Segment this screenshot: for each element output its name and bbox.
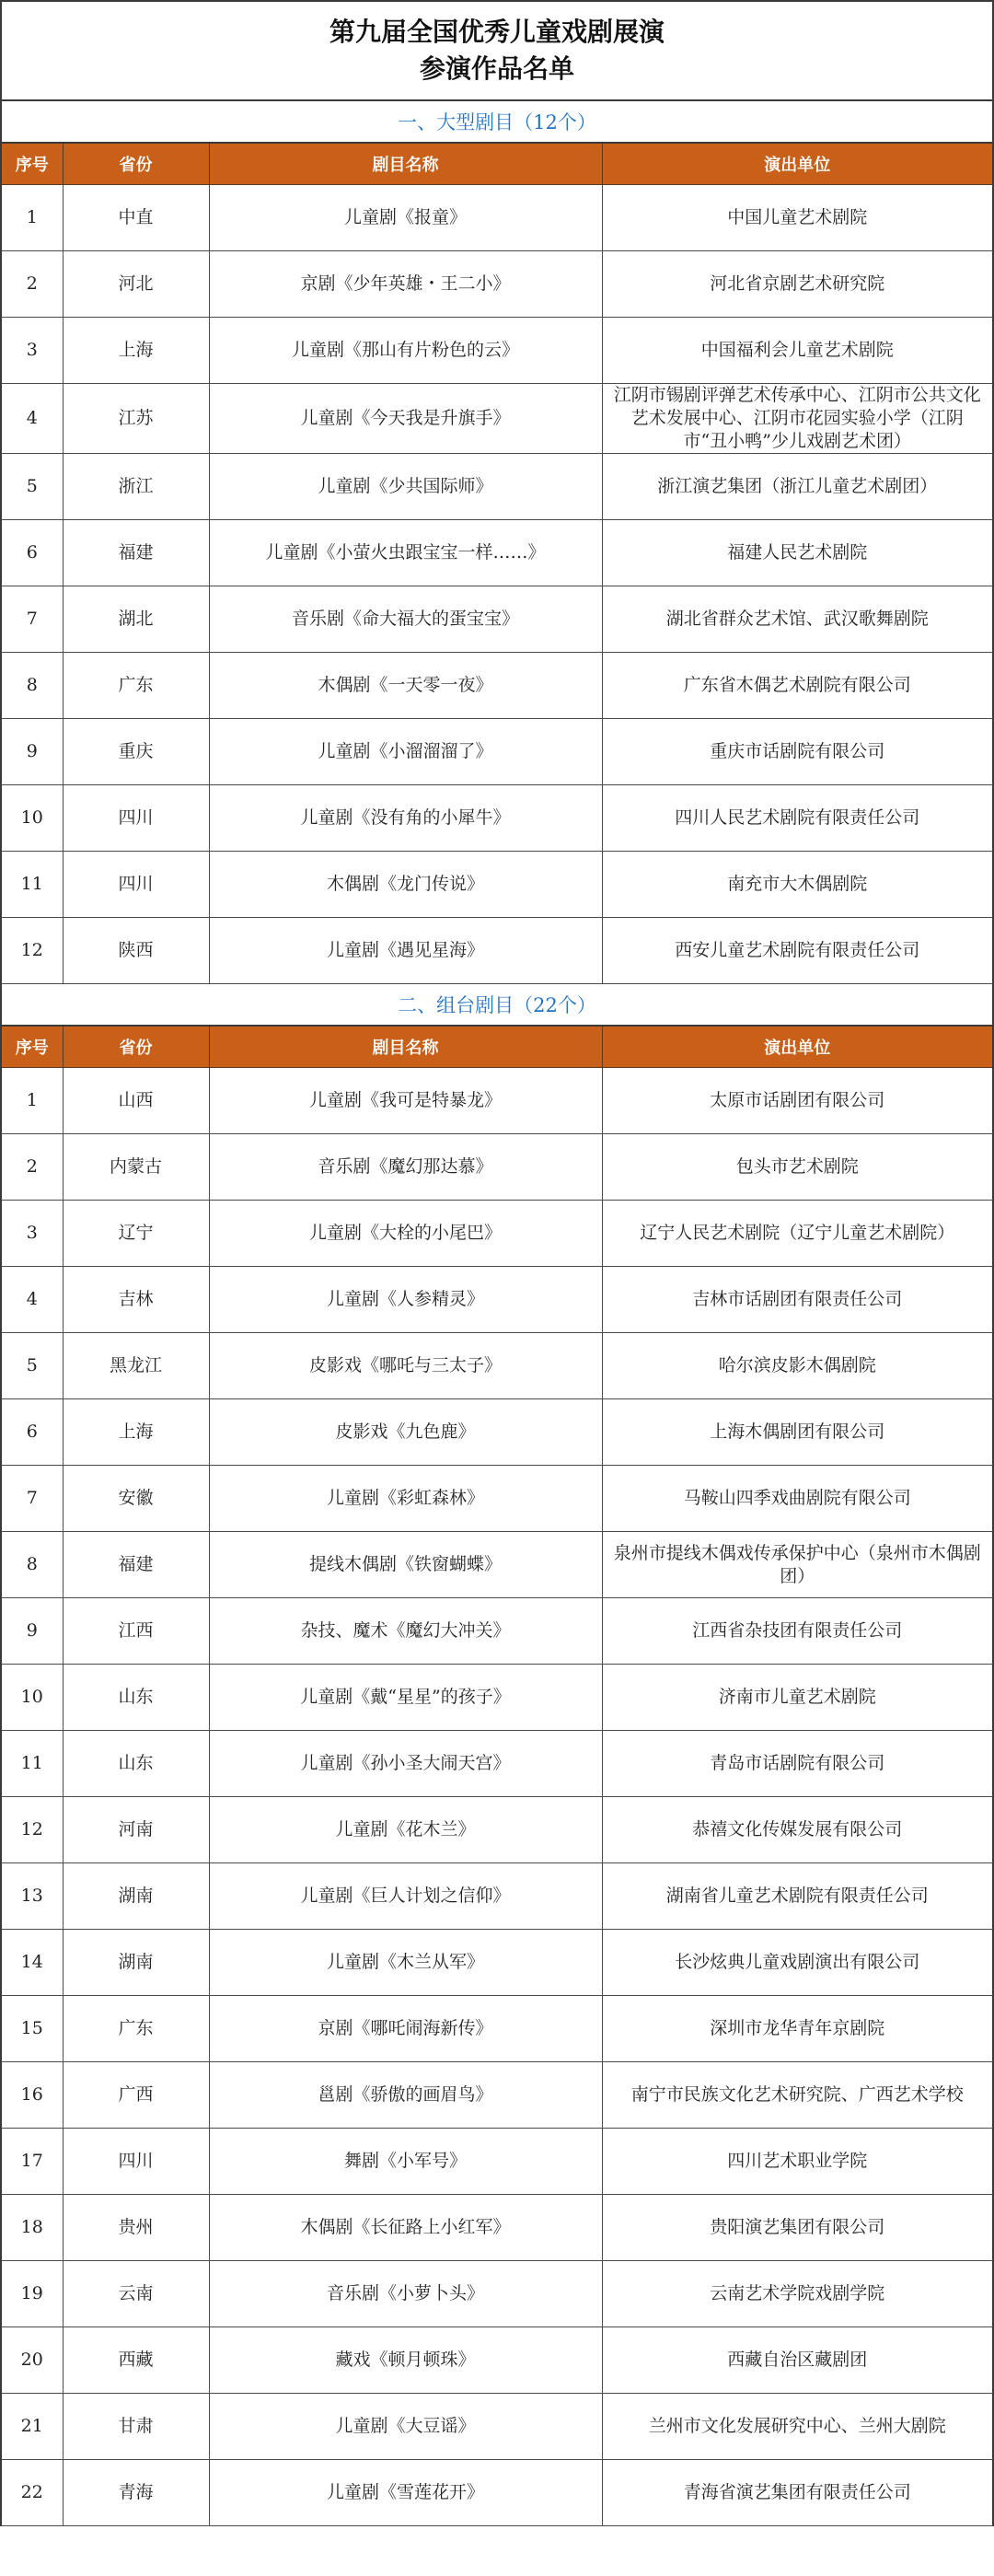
- cell-work: 音乐剧《小萝卜头》: [209, 2261, 602, 2327]
- table-row: [2, 1134, 992, 1201]
- cell-unit: 云南艺术学院戏剧学院: [602, 2261, 992, 2327]
- cell-province: 贵州: [63, 2195, 209, 2261]
- cell-no: 6: [2, 520, 63, 586]
- cell-no: 21: [2, 2394, 63, 2460]
- cell-no: 16: [2, 2062, 63, 2129]
- cell-unit: 泉州市提线木偶戏传承保护中心（泉州市木偶剧团）: [602, 1532, 992, 1598]
- cell-no: 8: [2, 1532, 63, 1598]
- cell-no: 7: [2, 1466, 63, 1532]
- cell-work: 儿童剧《我可是特暴龙》: [209, 1068, 602, 1134]
- header-unit: 演出单位: [602, 1027, 992, 1068]
- cell-work: 儿童剧《花木兰》: [209, 1797, 602, 1863]
- cell-work: 儿童剧《报童》: [209, 185, 602, 251]
- cell-work: 儿童剧《小萤火虫跟宝宝一样……》: [209, 520, 602, 586]
- header-work: 剧目名称: [209, 144, 602, 185]
- table-row: [2, 2129, 992, 2195]
- cell-no: 12: [2, 918, 63, 984]
- cell-province: 广西: [63, 2062, 209, 2129]
- cell-province: 黑龙江: [63, 1333, 209, 1399]
- table-row: [2, 318, 992, 384]
- cell-unit: 南充市大木偶剧院: [602, 852, 992, 918]
- cell-no: 20: [2, 2327, 63, 2394]
- cell-province: 甘肃: [63, 2394, 209, 2460]
- cell-no: 5: [2, 454, 63, 520]
- cell-province: 山东: [63, 1731, 209, 1797]
- table-row: [2, 2195, 992, 2261]
- cell-no: 12: [2, 1797, 63, 1863]
- table-row: [2, 785, 992, 852]
- combined-works-table: [2, 1027, 992, 2526]
- table-row: [2, 1665, 992, 1731]
- cell-work: 京剧《少年英雄・王二小》: [209, 251, 602, 318]
- cell-unit: 江阴市锡剧评弹艺术传承中心、江阴市公共文化艺术发展中心、江阴市花园实验小学（江阴市“丑小鸭”少儿戏剧艺术团）: [602, 384, 992, 454]
- table-row: [2, 185, 992, 251]
- cell-unit: 贵阳演艺集团有限公司: [602, 2195, 992, 2261]
- table-row: [2, 1731, 992, 1797]
- cell-unit: 辽宁人民艺术剧院（辽宁儿童艺术剧院）: [602, 1201, 992, 1267]
- table-row: [2, 719, 992, 785]
- cell-no: 5: [2, 1333, 63, 1399]
- cell-province: 河南: [63, 1797, 209, 1863]
- cell-unit: 包头市艺术剧院: [602, 1134, 992, 1201]
- table-row: [2, 520, 992, 586]
- large-works-body: [2, 185, 992, 984]
- cell-work: 藏戏《顿月顿珠》: [209, 2327, 602, 2394]
- cell-province: 内蒙古: [63, 1134, 209, 1201]
- table-row: [2, 1797, 992, 1863]
- table-row: [2, 1068, 992, 1134]
- table-row: [2, 2062, 992, 2129]
- cell-unit: 南宁市民族文化艺术研究院、广西艺术学校: [602, 2062, 992, 2129]
- cell-unit: 青海省演艺集团有限责任公司: [602, 2460, 992, 2526]
- cell-work: 儿童剧《今天我是升旗手》: [209, 384, 602, 454]
- table-row: [2, 1930, 992, 1996]
- cell-work: 儿童剧《人参精灵》: [209, 1267, 602, 1333]
- table-row: [2, 1399, 992, 1466]
- cell-work: 儿童剧《彩虹森林》: [209, 1466, 602, 1532]
- table-row: [2, 1333, 992, 1399]
- table-row: [2, 586, 992, 653]
- table-row: [2, 2460, 992, 2526]
- cell-unit: 湖南省儿童艺术剧院有限责任公司: [602, 1863, 992, 1930]
- cell-work: 儿童剧《雪莲花开》: [209, 2460, 602, 2526]
- cell-unit: 中国儿童艺术剧院: [602, 185, 992, 251]
- cell-province: 山东: [63, 1665, 209, 1731]
- cell-unit: 广东省木偶艺术剧院有限公司: [602, 653, 992, 719]
- cell-province: 四川: [63, 852, 209, 918]
- header-province: 省份: [63, 1027, 209, 1068]
- main-title: [2, 2, 992, 101]
- cell-province: 云南: [63, 2261, 209, 2327]
- cell-no: 22: [2, 2460, 63, 2526]
- cell-no: 11: [2, 1731, 63, 1797]
- cell-no: 4: [2, 1267, 63, 1333]
- header-no: 序号: [2, 144, 63, 185]
- table-row: [2, 653, 992, 719]
- table-row: [2, 1532, 992, 1598]
- table-row: [2, 251, 992, 318]
- cell-work: 儿童剧《没有角的小犀牛》: [209, 785, 602, 852]
- cell-no: 9: [2, 719, 63, 785]
- cell-province: 福建: [63, 520, 209, 586]
- large-works-table: [2, 144, 992, 984]
- cell-no: 3: [2, 318, 63, 384]
- cell-province: 西藏: [63, 2327, 209, 2394]
- cell-no: 13: [2, 1863, 63, 1930]
- cell-province: 上海: [63, 1399, 209, 1466]
- table-header-row: [2, 144, 992, 185]
- cell-work: 儿童剧《那山有片粉色的云》: [209, 318, 602, 384]
- cell-work: 京剧《哪吒闹海新传》: [209, 1996, 602, 2062]
- cell-work: 邕剧《骄傲的画眉鸟》: [209, 2062, 602, 2129]
- cell-unit: 湖北省群众艺术馆、武汉歌舞剧院: [602, 586, 992, 653]
- cell-unit: 中国福利会儿童艺术剧院: [602, 318, 992, 384]
- cell-no: 10: [2, 1665, 63, 1731]
- cell-unit: 西藏自治区藏剧团: [602, 2327, 992, 2394]
- cell-work: 木偶剧《龙门传说》: [209, 852, 602, 918]
- cell-province: 福建: [63, 1532, 209, 1598]
- cell-no: 19: [2, 2261, 63, 2327]
- title-line-1: 第九届全国优秀儿童戏剧展演: [329, 17, 665, 47]
- cell-no: 14: [2, 1930, 63, 1996]
- cell-no: 4: [2, 384, 63, 454]
- cell-unit: 马鞍山四季戏曲剧院有限公司: [602, 1466, 992, 1532]
- cell-unit: 四川艺术职业学院: [602, 2129, 992, 2195]
- cell-province: 湖南: [63, 1930, 209, 1996]
- cell-no: 8: [2, 653, 63, 719]
- cell-work: 儿童剧《戴“星星”的孩子》: [209, 1665, 602, 1731]
- cell-unit: 四川人民艺术剧院有限责任公司: [602, 785, 992, 852]
- cell-work: 音乐剧《魔幻那达慕》: [209, 1134, 602, 1201]
- cell-no: 6: [2, 1399, 63, 1466]
- cell-no: 2: [2, 1134, 63, 1201]
- table-header-row: [2, 1027, 992, 1068]
- section-title-combined-works: 二、组台剧目（22个）: [2, 984, 992, 1027]
- cell-work: 儿童剧《少共国际师》: [209, 454, 602, 520]
- cell-unit: 济南市儿童艺术剧院: [602, 1665, 992, 1731]
- cell-province: 四川: [63, 2129, 209, 2195]
- table-row: [2, 1267, 992, 1333]
- cell-work: 儿童剧《大栓的小尾巴》: [209, 1201, 602, 1267]
- cell-no: 1: [2, 185, 63, 251]
- cell-province: 青海: [63, 2460, 209, 2526]
- cell-work: 舞剧《小军号》: [209, 2129, 602, 2195]
- cell-province: 江苏: [63, 384, 209, 454]
- cell-work: 儿童剧《木兰从军》: [209, 1930, 602, 1996]
- table-row: [2, 454, 992, 520]
- cell-work: 儿童剧《孙小圣大闹天宫》: [209, 1731, 602, 1797]
- cell-unit: 福建人民艺术剧院: [602, 520, 992, 586]
- cell-unit: 哈尔滨皮影木偶剧院: [602, 1333, 992, 1399]
- cell-province: 中直: [63, 185, 209, 251]
- cell-no: 9: [2, 1598, 63, 1665]
- cell-unit: 上海木偶剧团有限公司: [602, 1399, 992, 1466]
- combined-works-body: [2, 1068, 992, 2526]
- header-work: 剧目名称: [209, 1027, 602, 1068]
- cell-work: 提线木偶剧《铁窗蝴蝶》: [209, 1532, 602, 1598]
- cell-province: 江西: [63, 1598, 209, 1665]
- cell-province: 浙江: [63, 454, 209, 520]
- header-province: 省份: [63, 144, 209, 185]
- cell-work: 木偶剧《一天零一夜》: [209, 653, 602, 719]
- table-row: [2, 1598, 992, 1665]
- cell-unit: 恭禧文化传媒发展有限公司: [602, 1797, 992, 1863]
- cell-unit: 深圳市龙华青年京剧院: [602, 1996, 992, 2062]
- cell-work: 儿童剧《小溜溜溜了》: [209, 719, 602, 785]
- cell-unit: 太原市话剧团有限公司: [602, 1068, 992, 1134]
- cell-work: 音乐剧《命大福大的蛋宝宝》: [209, 586, 602, 653]
- table-row: [2, 1466, 992, 1532]
- cell-no: 7: [2, 586, 63, 653]
- table-row: [2, 918, 992, 984]
- table-row: [2, 1996, 992, 2062]
- cell-work: 皮影戏《九色鹿》: [209, 1399, 602, 1466]
- cell-no: 17: [2, 2129, 63, 2195]
- cell-province: 重庆: [63, 719, 209, 785]
- table-row: [2, 384, 992, 454]
- table-row: [2, 1863, 992, 1930]
- cell-work: 杂技、魔术《魔幻大冲关》: [209, 1598, 602, 1665]
- cell-unit: 江西省杂技团有限责任公司: [602, 1598, 992, 1665]
- cell-unit: 兰州市文化发展研究中心、兰州大剧院: [602, 2394, 992, 2460]
- header-no: 序号: [2, 1027, 63, 1068]
- cell-no: 10: [2, 785, 63, 852]
- header-unit: 演出单位: [602, 144, 992, 185]
- cell-work: 儿童剧《大豆谣》: [209, 2394, 602, 2460]
- cell-unit: 浙江演艺集团（浙江儿童艺术剧团）: [602, 454, 992, 520]
- cell-province: 辽宁: [63, 1201, 209, 1267]
- cell-province: 吉林: [63, 1267, 209, 1333]
- table-row: [2, 2394, 992, 2460]
- cell-unit: 重庆市话剧院有限公司: [602, 719, 992, 785]
- table-row: [2, 852, 992, 918]
- cell-province: 湖南: [63, 1863, 209, 1930]
- cell-work: 儿童剧《巨人计划之信仰》: [209, 1863, 602, 1930]
- cell-unit: 西安儿童艺术剧院有限责任公司: [602, 918, 992, 984]
- table-row: [2, 2327, 992, 2394]
- cell-unit: 河北省京剧艺术研究院: [602, 251, 992, 318]
- cell-no: 2: [2, 251, 63, 318]
- cell-no: 15: [2, 1996, 63, 2062]
- cell-work: 儿童剧《遇见星海》: [209, 918, 602, 984]
- cell-province: 河北: [63, 251, 209, 318]
- cell-province: 广东: [63, 1996, 209, 2062]
- cell-work: 木偶剧《长征路上小红军》: [209, 2195, 602, 2261]
- table-row: [2, 1201, 992, 1267]
- cell-no: 1: [2, 1068, 63, 1134]
- cell-no: 3: [2, 1201, 63, 1267]
- cell-province: 山西: [63, 1068, 209, 1134]
- cell-unit: 长沙炫典儿童戏剧演出有限公司: [602, 1930, 992, 1996]
- cell-unit: 吉林市话剧团有限责任公司: [602, 1267, 992, 1333]
- cell-province: 湖北: [63, 586, 209, 653]
- cell-no: 18: [2, 2195, 63, 2261]
- cell-no: 11: [2, 852, 63, 918]
- cell-province: 四川: [63, 785, 209, 852]
- cell-province: 广东: [63, 653, 209, 719]
- title-line-2: 参演作品名单: [419, 53, 574, 84]
- cell-work: 皮影戏《哪吒与三太子》: [209, 1333, 602, 1399]
- table-row: [2, 2261, 992, 2327]
- cell-province: 安徽: [63, 1466, 209, 1532]
- cell-province: 陕西: [63, 918, 209, 984]
- cell-province: 上海: [63, 318, 209, 384]
- section-title-large-works: 一、大型剧目（12个）: [2, 101, 992, 144]
- cell-unit: 青岛市话剧院有限公司: [602, 1731, 992, 1797]
